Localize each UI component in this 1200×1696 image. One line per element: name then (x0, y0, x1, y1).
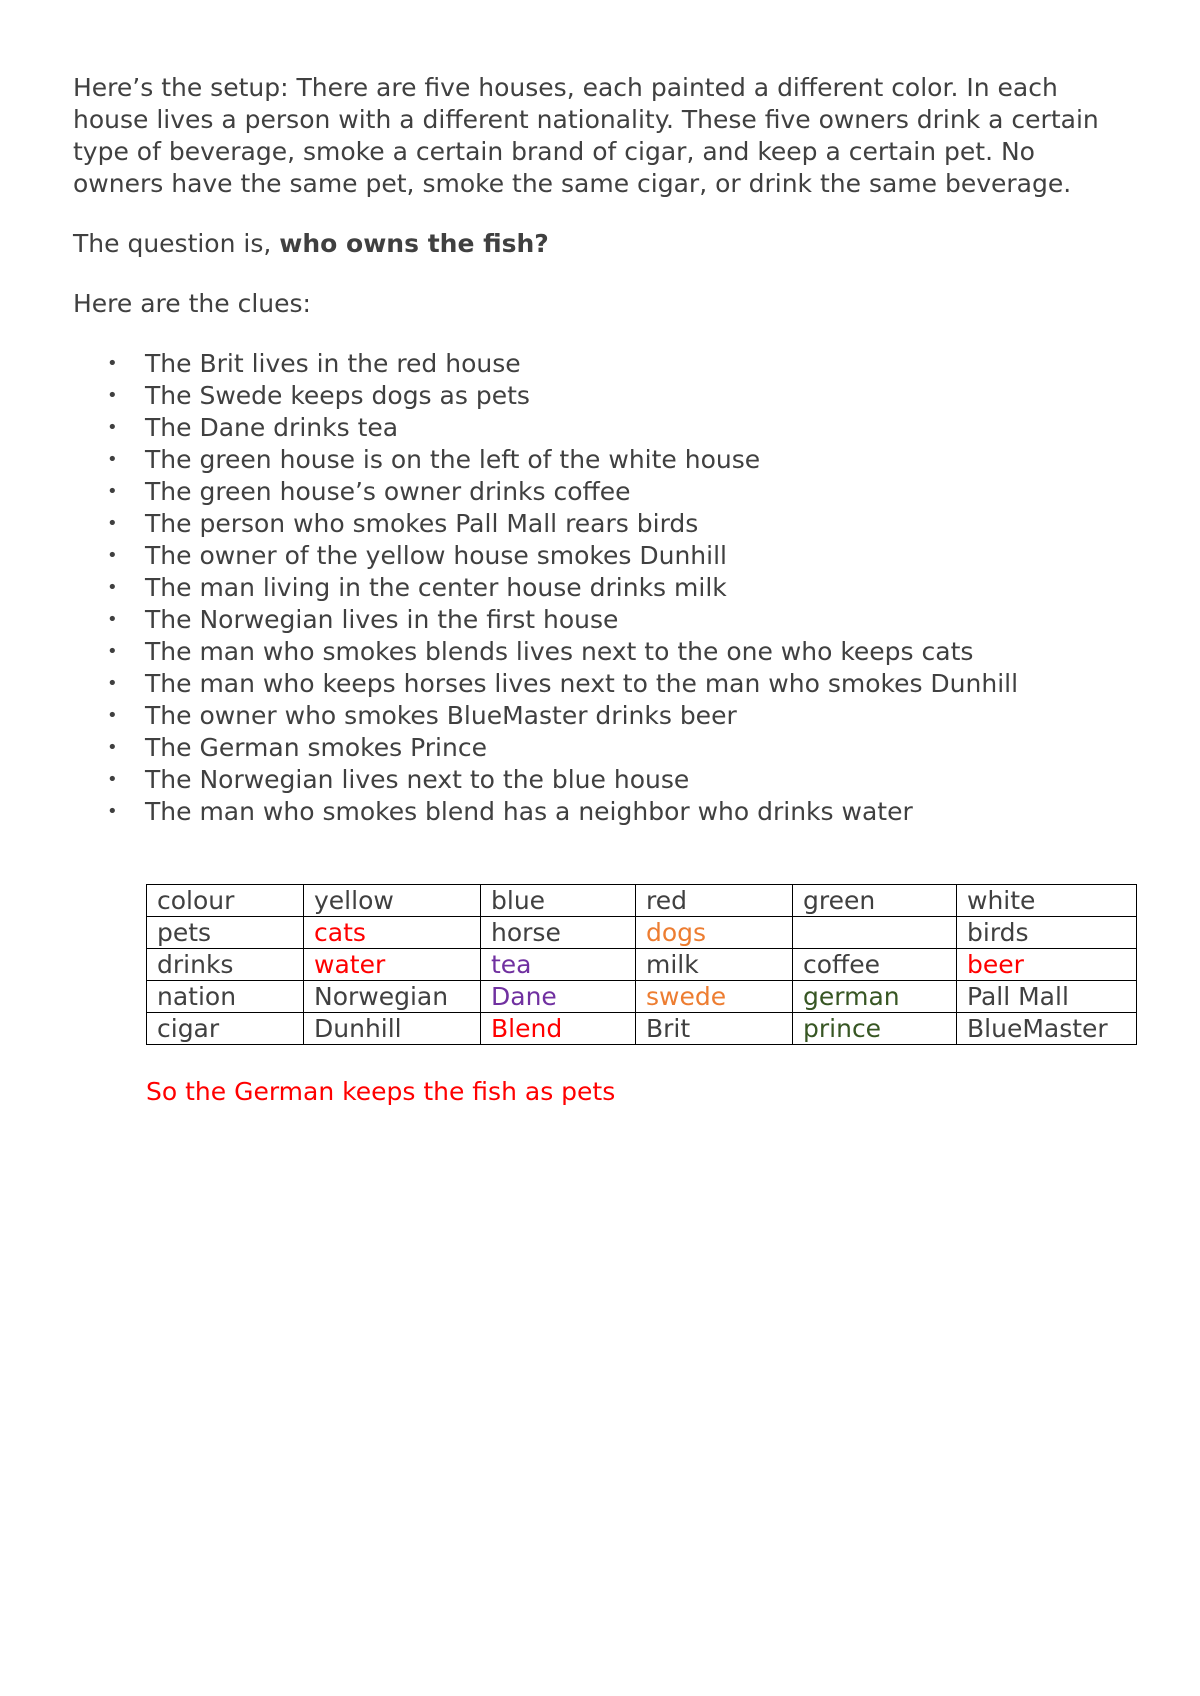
table-cell: nation (147, 981, 304, 1013)
clues-list (73, 348, 1133, 828)
table-cell: beer (957, 949, 1137, 981)
question-prefix: The question is, (73, 229, 280, 258)
clue-item: • The Brit lives in the red house (145, 348, 1133, 380)
table-cell (793, 917, 957, 949)
table-cell: BlueMaster (957, 1013, 1137, 1045)
solution-table (146, 884, 1137, 1045)
table-cell: Blend (481, 1013, 636, 1045)
table-cell: Norwegian (304, 981, 481, 1013)
table-cell: drinks (147, 949, 304, 981)
table-cell: coffee (793, 949, 957, 981)
clue-item: • The person who smokes Pall Mall rears birds (145, 508, 1133, 540)
table-cell: Brit (636, 1013, 793, 1045)
clue-item: • The man living in the center house drinks milk (145, 572, 1133, 604)
table-cell: pets (147, 917, 304, 949)
document-page (73, 72, 1133, 828)
clue-item: • The Norwegian lives in the first house (145, 604, 1133, 636)
table-cell: tea (481, 949, 636, 981)
table-row-nation (147, 981, 1137, 1013)
table-cell: horse (481, 917, 636, 949)
table-cell: blue (481, 885, 636, 917)
table-cell: Dunhill (304, 1013, 481, 1045)
table-cell: swede (636, 981, 793, 1013)
question-paragraph (73, 228, 1133, 260)
table-cell: green (793, 885, 957, 917)
table-cell: Pall Mall (957, 981, 1137, 1013)
table-row-colour (147, 885, 1137, 917)
table-cell: water (304, 949, 481, 981)
table-cell: colour (147, 885, 304, 917)
question-bold: who owns the fish? (279, 229, 549, 258)
clue-item: • The Norwegian lives next to the blue house (145, 764, 1133, 796)
table-cell: Dane (481, 981, 636, 1013)
clue-item: • The green house is on the left of the white house (145, 444, 1133, 476)
clue-item: • The owner who smokes BlueMaster drinks beer (145, 700, 1133, 732)
clue-item: • The green house’s owner drinks coffee (145, 476, 1133, 508)
clue-item: • The owner of the yellow house smokes Dunhill (145, 540, 1133, 572)
table-cell: cats (304, 917, 481, 949)
table-cell: german (793, 981, 957, 1013)
table-row-pets (147, 917, 1137, 949)
clue-item: • The man who smokes blend has a neighbor who drinks water (145, 796, 1133, 828)
table-cell: red (636, 885, 793, 917)
table-cell: milk (636, 949, 793, 981)
clues-label: Here are the clues: (73, 289, 311, 318)
table-cell: dogs (636, 917, 793, 949)
table-cell: cigar (147, 1013, 304, 1045)
table-cell: yellow (304, 885, 481, 917)
clue-item: • The Dane drinks tea (145, 412, 1133, 444)
clue-item: • The Swede keeps dogs as pets (145, 380, 1133, 412)
answer-line: So the German keeps the fish as pets (146, 1077, 616, 1106)
clue-item: • The German smokes Prince (145, 732, 1133, 764)
table-cell: white (957, 885, 1137, 917)
table-row-cigar (147, 1013, 1137, 1045)
clue-item: • The man who keeps horses lives next to the man who smokes Dunhill (145, 668, 1133, 700)
table-row-drinks (147, 949, 1137, 981)
table-cell: birds (957, 917, 1137, 949)
clue-item: • The man who smokes blends lives next to the one who keeps cats (145, 636, 1133, 668)
table-cell: prince (793, 1013, 957, 1045)
intro-paragraph: Here’s the setup: There are five houses, each painted a different color. In each house lives a person with a different nationality. These five owners drink a certain type of beverage, smoke a certain brand of cigar, and keep a certain pet. No owners have the same pet, smoke the same cigar, or drink the same beverage. (73, 73, 1099, 198)
